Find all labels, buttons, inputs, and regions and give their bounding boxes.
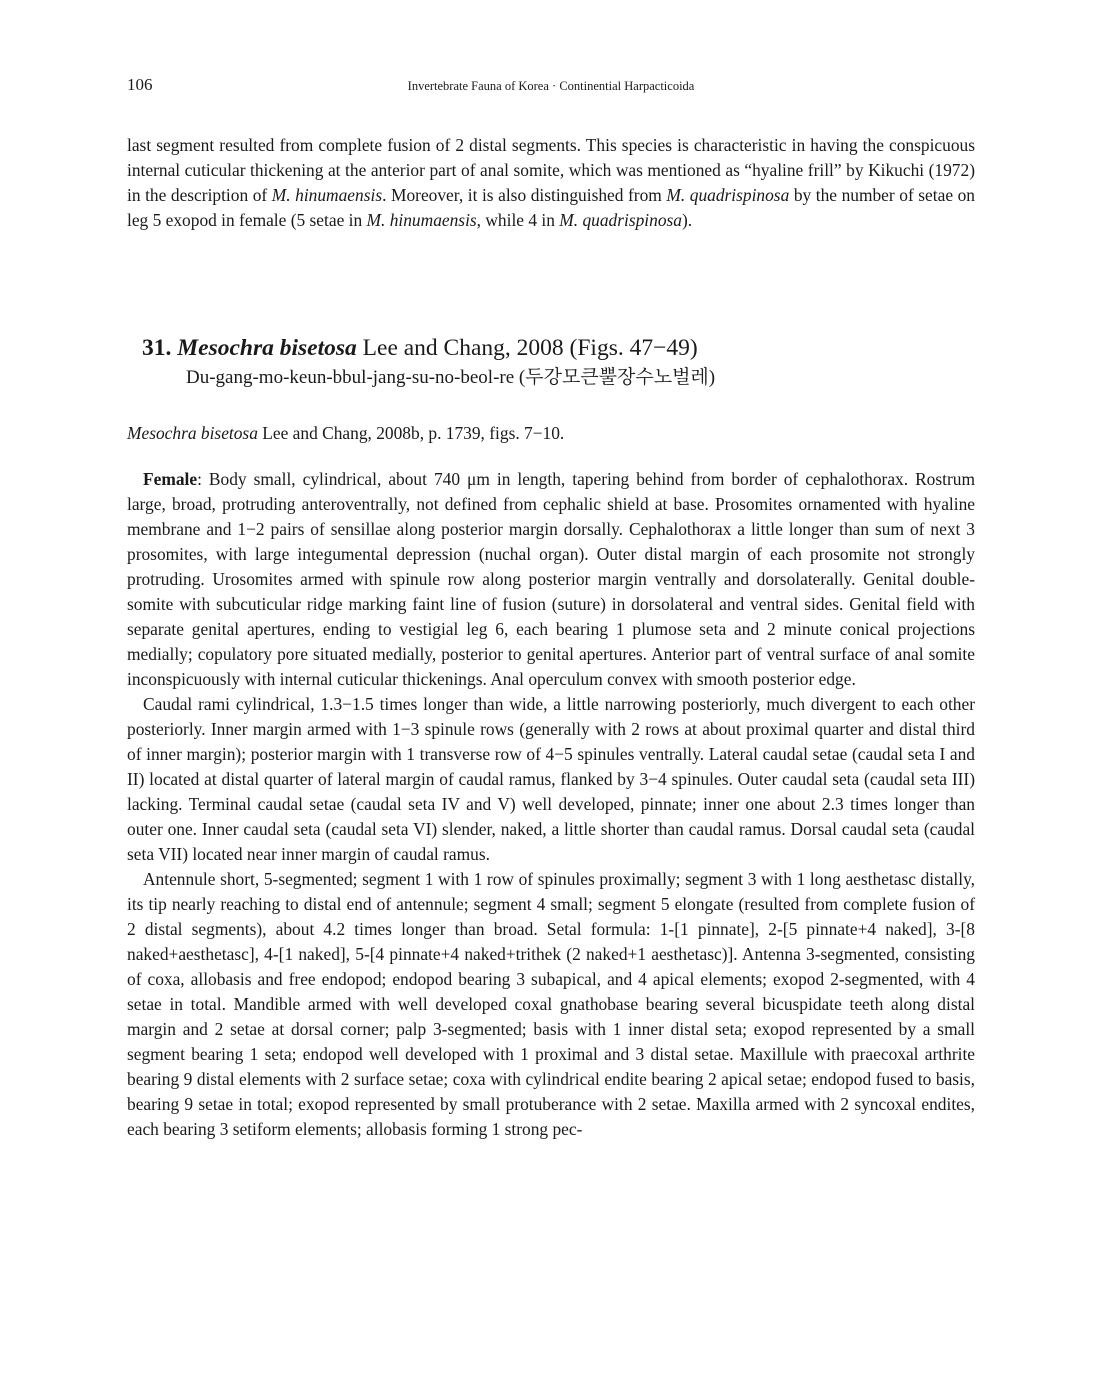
species-name: Mesochra bisetosa <box>177 335 357 361</box>
synonym-line <box>127 421 975 446</box>
korean-name: Du-gang-mo-keun-bbul-jang-su-no-beol-re (두강모큰뿔장수노벌레) <box>186 367 716 388</box>
female-text: : Body small, cylindrical, about 740 μm in length, tapering behind from border of cephalothorax. Rostrum large, broad, protruding anteroventrally, not defined from cephalic shield at base. Prosomites ornamented with hyaline membrane and 1−2 pairs of sensillae along posterior margin dorsally. Cephalothorax a little longer than sum of next 3 prosomites, with large integumental depression (nuchal organ). Outer distal margin of each prosomite not strongly protruding. Urosomites armed with spinule row along posterior margin ventrally and dorsolaterally. Genital double-somite with subcuticular ridge marking faint line of fusion (suture) in dorsolateral and ventral sides. Genital field with separate genital apertures, ending to vestigial leg 6, each bearing 1 plumose seta and 2 minute conical projections medially; copulatory pore situated medially, posterior to genital apertures. Anterior part of ventral surface of anal somite inconspicuously with internal cuticular thickenings. Anal operculum convex with smooth posterior edge. <box>127 469 975 689</box>
intro-text: . Moreover, it is also distinguished from <box>382 185 667 205</box>
antennule-paragraph: Antennule short, 5-segmented; segment 1 with 1 row of spinules proximally; segment 3 with 1 long aesthetasc distally, its tip nearly reaching to distal end of antennule; segment 4 small; segment 5 elongate (resulted from complete fusion of 2 distal segments), about 4.2 times longer than broad. Setal formula: 1-[1 pinnate], 2-[5 pinnate+4 naked], 3-[8 naked+aesthetasc], 4-[1 naked], 5-[4 pinnate+4 naked+trithek (2 naked+1 aesthetasc)]. Antenna 3-segmented, consisting of coxa, allobasis and free endopod; endopod bearing 3 subapical, and 4 apical elements; exopod 2-segmented, with 4 setae in total. Mandible armed with well developed coxal gnathobase bearing several bicuspidate teeth along distal margin and 2 setae at dorsal corner; palp 3-segmented; basis with 1 inner distal seta; exopod represented by a small segment bearing 1 seta; endopod well developed with 1 proximal and 3 distal setae. Maxillule with praecoxal arthrite bearing 9 distal elements with 2 surface setae; coxa with cylindrical endite bearing 2 apical setae; endopod fused to basis, bearing 9 setae in total; exopod represented by small protuberance with 2 setae. Maxilla armed with 2 syncoxal endites, each bearing 3 setiform elements; allobasis forming 1 strong pec- <box>127 869 975 1139</box>
synonym-citation: Lee and Chang, 2008b, p. 1739, figs. 7−10. <box>257 423 565 443</box>
female-paragraph <box>127 467 975 692</box>
running-title: Invertebrate Fauna of Korea · Continential Harpacticoida <box>407 79 695 93</box>
section-number: 31. <box>142 335 172 361</box>
synonym-species: Mesochra bisetosa <box>127 423 258 443</box>
female-label: Female <box>143 469 198 489</box>
species-ref: M. hinumaensis <box>271 185 383 205</box>
section-title <box>142 332 975 364</box>
intro-text: by the number of setae on leg 5 exopod in female (5 setae in <box>127 185 975 230</box>
species-ref: M. hinumaensis <box>366 210 477 230</box>
caudal-paragraph: Caudal rami cylindrical, 1.3−1.5 times longer than wide, a little narrowing posteriorly, much divergent to each other posteriorly. Inner margin armed with 1−3 spinule rows (generally with 2 rows at about proximal quarter and distal third of inner margin); posterior margin with 1 transverse row of 4−5 spinules ventrally. Lateral caudal setae (caudal seta I and II) located at distal quarter of lateral margin of caudal ramus, flanked by 3−4 spinules. Outer caudal seta (caudal seta III) lacking. Terminal caudal setae (caudal seta IV and V) well developed, pinnate; inner one about 2.3 times longer than outer one. Inner caudal seta (caudal seta VI) slender, naked, a little shorter than caudal ramus. Dorsal caudal seta (caudal seta VII) located near inner margin of caudal ramus. <box>127 694 975 864</box>
intro-text: , while 4 in <box>476 210 560 230</box>
species-authority: Lee and Chang, 2008 (Figs. 47−49) <box>356 335 698 361</box>
intro-text: last segment resulted from complete fusion of 2 distal segments. This species is characteristic in having the conspicuous internal cuticular thickening at the anterior part of anal somite, which was mentioned as “hyaline frill” by Kikuchi (1972) in the description of <box>127 135 975 205</box>
page-number: 106 <box>127 75 153 94</box>
intro-text: ). <box>682 210 693 230</box>
species-ref: M. quadrispinosa <box>666 185 790 205</box>
page-header <box>127 75 975 97</box>
species-description <box>127 467 975 1142</box>
species-heading <box>142 332 975 392</box>
intro-paragraph <box>127 133 975 233</box>
species-ref: M. quadrispinosa <box>559 210 682 230</box>
